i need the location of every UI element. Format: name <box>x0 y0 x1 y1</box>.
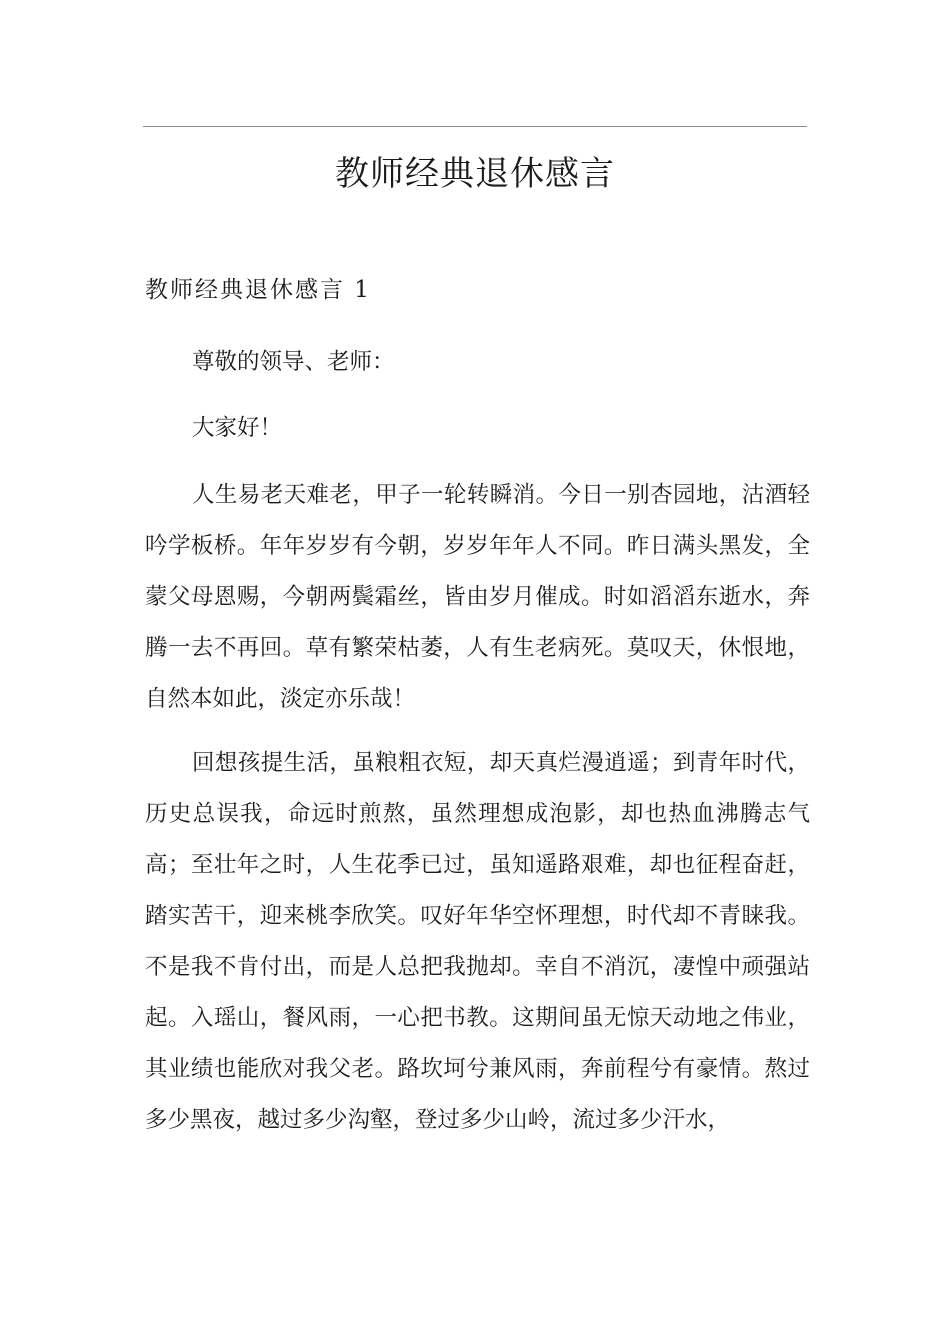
greeting: 大家好！ <box>192 415 283 441</box>
salutation: 尊敬的领导、老师： <box>192 349 395 375</box>
header-rule <box>143 126 807 127</box>
body-paragraph: 回想孩提生活，虽粮粗衣短，却天真烂漫逍遥；到青年时代，历史总误我，命远时煎熬，虽然理想成泡影，却也热血沸腾志气高；至壮年之时，人生花季已过，虽知遥路艰难，却也征程奋赶，踏实苦干，迎来桃李欣笑。叹好年华空怀理想，时代却不青睐我。不是我不肯付出，而是人总把我抛却。幸自不消沉，凄惶中顽强站起。入瑶山，餐风雨，一心把书教。这期间虽无惊天动地之伟业，其业绩也能欣对我父老。路坎坷兮兼风雨，奔前程兮有豪情。熬过多少黑夜，越过多少沟壑，登过多少山岭，流过多少汗水， <box>145 750 810 1133</box>
document-title: 教师经典退休感言 <box>335 154 615 194</box>
section-heading: 教师经典退休感言 1 <box>145 277 371 303</box>
body-paragraph: 人生易老天难老，甲子一轮转瞬消。今日一别杏园地，沽酒轻吟学板桥。年年岁岁有今朝，岁岁年年人不同。昨日满头黑发，全蒙父母恩赐，今朝两鬓霜丝，皆由岁月催成。时如滔滔东逝水，奔腾一去不再回。草有繁荣枯萎，人有生老病死。莫叹天，休恨地，自然本如此，淡定亦乐哉！ <box>145 482 810 712</box>
